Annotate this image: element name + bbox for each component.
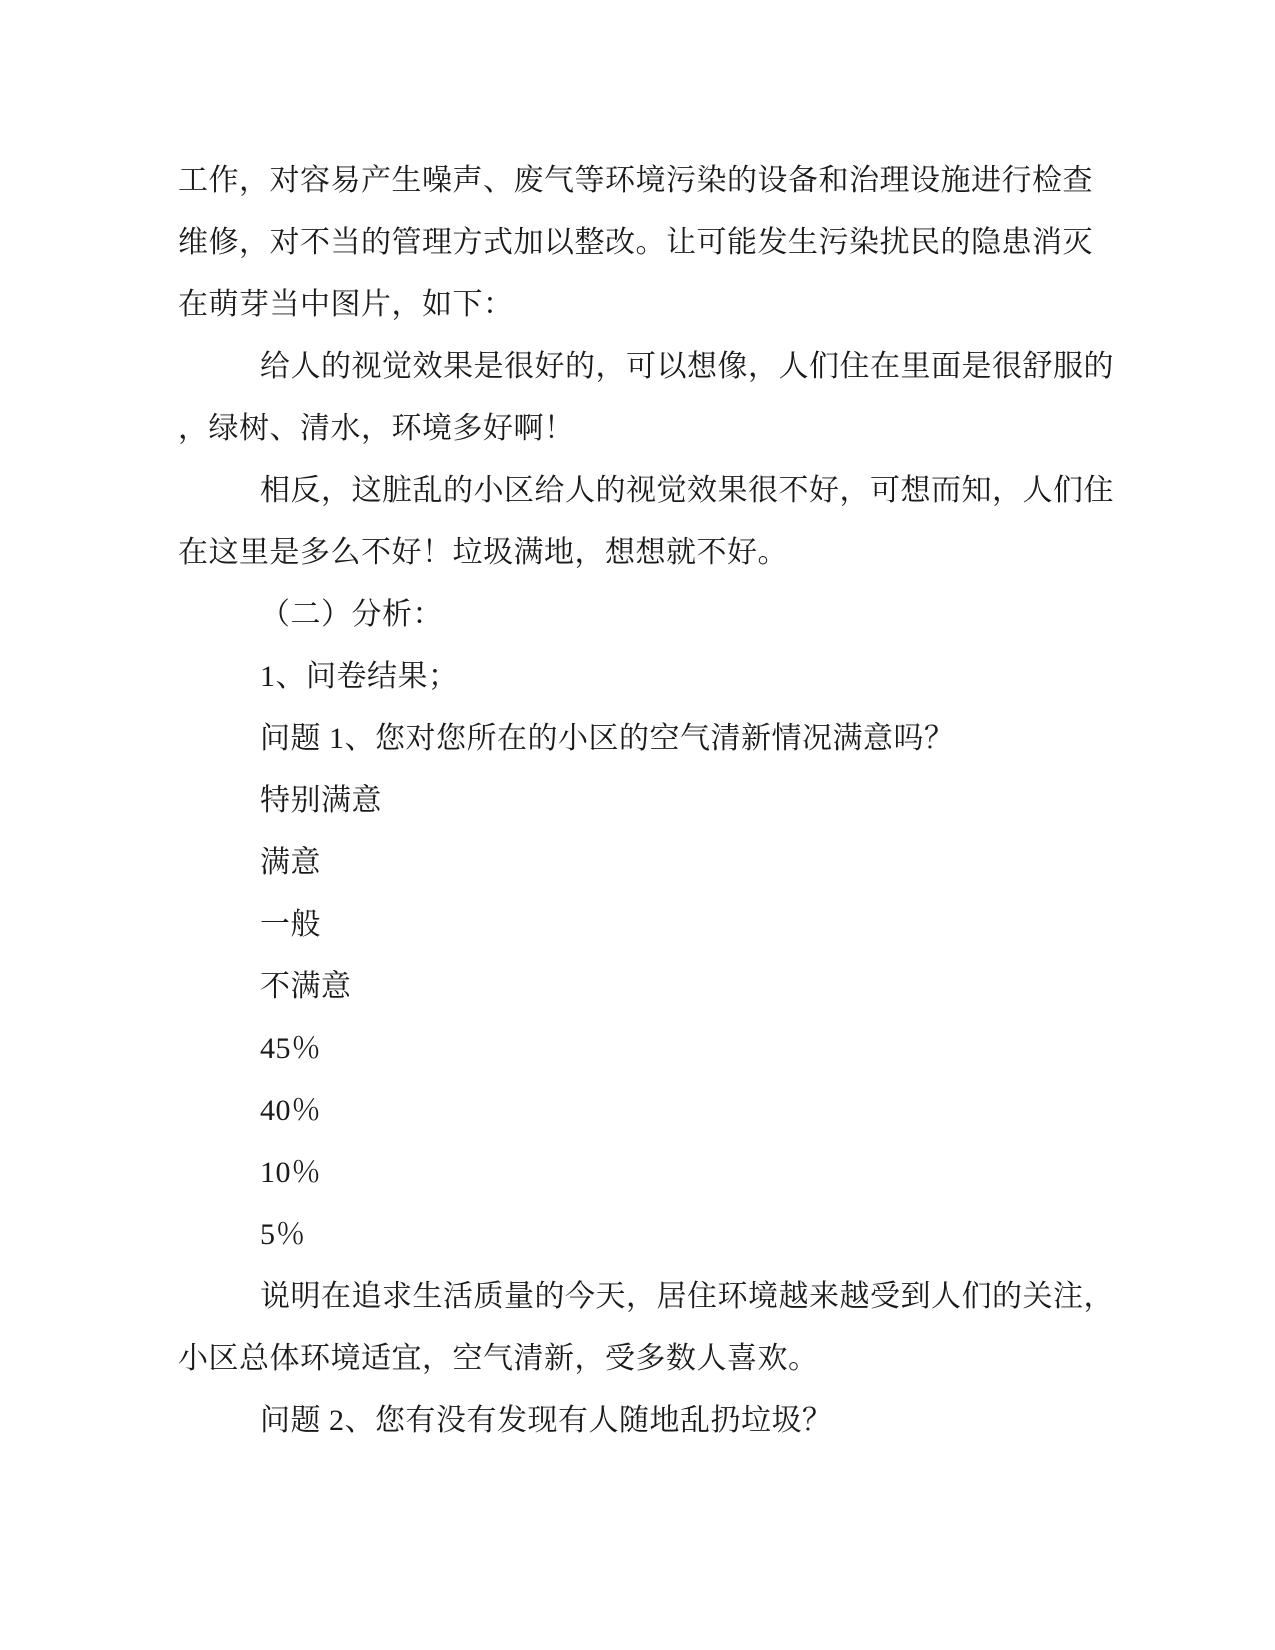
text-line: 相反，这脏乱的小区给人的视觉效果很不好，可想而知，人们住 xyxy=(260,474,1114,507)
text-line: 在这里是多么不好！垃圾满地，想想就不好。 xyxy=(178,536,788,569)
text-line: 1、问卷结果； xyxy=(260,660,459,693)
text-line: 问题 1、您对您所在的小区的空气清新情况满意吗？ xyxy=(260,722,955,755)
text-line: 维修，对不当的管理方式加以整改。让可能发生污染扰民的隐患消灭 xyxy=(178,226,1093,259)
text-line: 40％ xyxy=(260,1094,322,1127)
text-line: 在萌芽当中图片，如下： xyxy=(178,288,514,321)
text-line: 特别满意 xyxy=(260,784,382,817)
text-line: ，绿树、清水，环境多好啊！ xyxy=(178,412,575,445)
text-line: 不满意 xyxy=(260,970,352,1003)
text-line: 给人的视觉效果是很好的，可以想像，人们住在里面是很舒服的 xyxy=(260,350,1114,383)
text-line: 45％ xyxy=(260,1032,322,1065)
text-line: 小区总体环境适宜，空气清新，受多数人喜欢。 xyxy=(178,1342,819,1375)
text-line: 5％ xyxy=(260,1218,306,1251)
text-line: 工作，对容易产生噪声、废气等环境污染的设备和治理设施进行检查 xyxy=(178,164,1093,197)
text-line: 满意 xyxy=(260,846,321,879)
text-line: 问题 2、您有没有发现有人随地乱扔垃圾？ xyxy=(260,1404,833,1437)
text-line: （二）分析： xyxy=(260,598,443,631)
text-line: 10％ xyxy=(260,1156,322,1189)
document-text-block xyxy=(178,150,1114,1452)
text-line: 说明在追求生活质量的今天，居住环境越来越受到人们的关注， xyxy=(260,1280,1114,1313)
text-line: 一般 xyxy=(260,908,321,941)
